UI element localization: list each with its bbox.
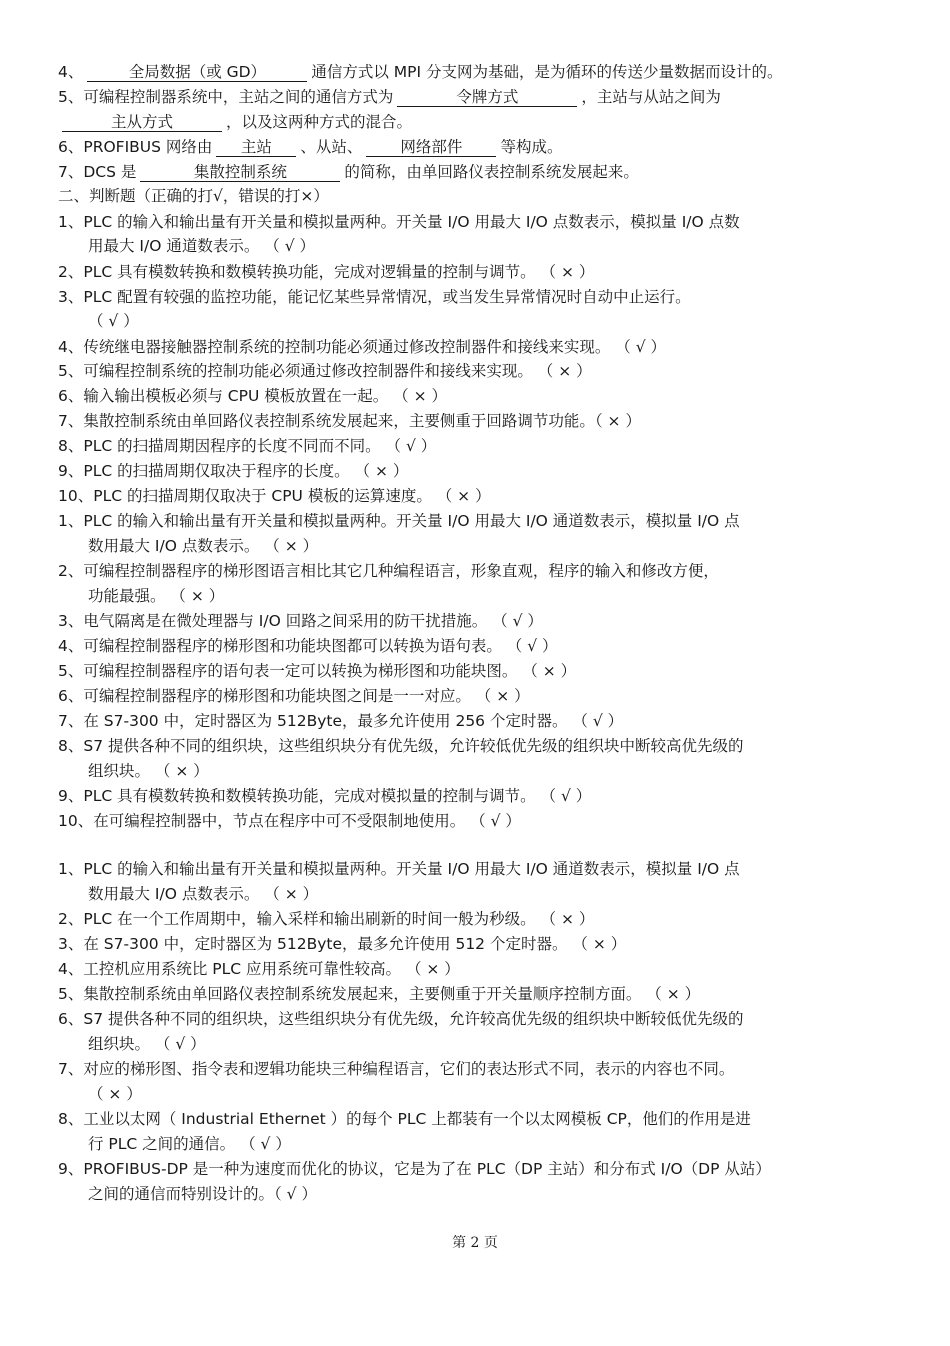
question-line: 4、传统继电器接触器控制系统的控制功能必须通过修改控制器件和接线来实现。 （ √ ） [58, 338, 667, 356]
fill-q5: 5、可编程控制器系统中，主站之间的通信方式为 令牌方式 ，主站与从站之间为 [58, 88, 721, 106]
fill-q5-cont: 主从方式 ，以及这两种方式的混合。 [58, 112, 910, 132]
blank-answer: 主从方式 [62, 113, 222, 132]
question-line: 数用最大 I/O 点数表示。 （ × ） [88, 537, 319, 555]
blank-answer: 令牌方式 [397, 88, 577, 107]
blank-answer: 网络部件 [366, 138, 496, 157]
fill-q4: 4、 全局数据（或 GD） 通信方式以 MPI 分支网为基础，是为循环的传送少量数据而设计的。 [58, 63, 783, 81]
question-line: 8、PLC 的扫描周期因程序的长度不同而不同。 （ √ ） [58, 437, 437, 455]
question-line: 6、S7 提供各种不同的组织块，这些组织块分有优先级，允许较高优先级的组织块中断较低优先级的 [58, 1010, 744, 1028]
question-line: 行 PLC 之间的通信。 （ √ ） [88, 1135, 291, 1153]
question-line: 5、可编程控制系统的控制功能必须通过修改控制器件和接线来实现。 （ × ） [58, 362, 592, 380]
question-line: 3、电气隔离是在微处理器与 I/O 回路之间采用的防干扰措施。 （ √ ） [58, 612, 543, 630]
question-line: 7、在 S7-300 中，定时器区为 512Byte，最多允许使用 256 个定时器。 （ √ ） [58, 712, 624, 730]
question-line: 9、PLC 的扫描周期仅取决于程序的长度。 （ × ） [58, 462, 409, 480]
question-line: 1、PLC 的输入和输出量有开关量和模拟量两种。开关量 I/O 用最大 I/O 点数表示，模拟量 I/O 点数 [58, 213, 740, 231]
page-number: 第 2 页 [452, 1235, 498, 1251]
blank-answer: 主站 [216, 138, 296, 157]
fill-q6: 6、PROFIBUS 网络由 主站 、从站、 网络部件 等构成。 [58, 138, 563, 156]
question-line: 组织块。 （ × ） [88, 762, 209, 780]
question-line: 数用最大 I/O 点数表示。 （ × ） [88, 885, 319, 903]
question-line: 4、工控机应用系统比 PLC 应用系统可靠性较高。 （ × ） [58, 960, 460, 978]
question-line: 7、对应的梯形图、指令表和逻辑功能块三种编程语言，它们的表达形式不同，表示的内容也不同。 [58, 1060, 735, 1078]
question-line: 8、S7 提供各种不同的组织块，这些组织块分有优先级，允许较低优先级的组织块中断较高优先级的 [58, 737, 744, 755]
question-line: 5、可编程控制器程序的语句表一定可以转换为梯形图和功能块图。 （ × ） [58, 662, 577, 680]
question-line: 2、PLC 在一个工作周期中，输入采样和输出刷新的时间一般为秒级。 （ × ） [58, 910, 595, 928]
question-line: 之间的通信而特别设计的。（ √ ） [88, 1185, 317, 1203]
question-line: 5、集散控制系统由单回路仪表控制系统发展起来，主要侧重于开关量顺序控制方面。 （ × ） [58, 985, 701, 1003]
question-line: 功能最强。 （ × ） [88, 587, 225, 605]
question-line: 3、在 S7-300 中，定时器区为 512Byte，最多允许使用 512 个定时器。 （ × ） [58, 935, 627, 953]
question-line: 7、集散控制系统由单回路仪表控制系统发展起来，主要侧重于回路调节功能。（ × ） [58, 412, 641, 430]
section-title: 二、判断题（正确的打√，错误的打×） [58, 187, 329, 205]
question-line: 2、PLC 具有模数转换和数模转换功能，完成对逻辑量的控制与调节。 （ × ） [58, 263, 595, 281]
question-line: （ √ ） [88, 312, 139, 330]
question-line: 9、PROFIBUS-DP 是一种为速度而优化的协议，它是为了在 PLC（DP 主站）和分布式 I/O（DP 从站） [58, 1160, 771, 1178]
question-line: 3、PLC 配置有较强的监控功能，能记忆某些异常情况，或当发生异常情况时自动中止运行。 [58, 288, 691, 306]
question-line: 10、PLC 的扫描周期仅取决于 CPU 模板的运算速度。 （ × ） [58, 487, 491, 505]
question-line: 9、PLC 具有模数转换和数模转换功能，完成对模拟量的控制与调节。 （ √ ） [58, 787, 592, 805]
question-line: 4、可编程控制器程序的梯形图和功能块图都可以转换为语句表。 （ √ ） [58, 637, 558, 655]
question-line: 用最大 I/O 通道数表示。 （ √ ） [88, 237, 316, 255]
blank-answer: 全局数据（或 GD） [87, 63, 307, 82]
fill-q7: 7、DCS 是 集散控制系统 的简称，由单回路仪表控制系统发展起来。 [58, 163, 639, 181]
blank-answer: 集散控制系统 [140, 163, 340, 182]
question-line: 6、输入输出模板必须与 CPU 模板放置在一起。 （ × ） [58, 387, 448, 405]
question-line: （ × ） [88, 1085, 142, 1103]
question-line: 1、PLC 的输入和输出量有开关量和模拟量两种。开关量 I/O 用最大 I/O 通道数表示，模拟量 I/O 点 [58, 860, 740, 878]
question-line: 10、在可编程控制器中，节点在程序中可不受限制地使用。 （ √ ） [58, 812, 521, 830]
question-line: 1、PLC 的输入和输出量有开关量和模拟量两种。开关量 I/O 用最大 I/O 通道数表示，模拟量 I/O 点 [58, 512, 740, 530]
question-line: 8、工业以太网（ Industrial Ethernet ）的每个 PLC 上都装有一个以太网模板 CP，他们的作用是进 [58, 1110, 751, 1128]
question-line: 2、可编程控制器程序的梯形图语言相比其它几种编程语言，形象直观，程序的输入和修改方便， [58, 562, 719, 580]
question-line: 组织块。 （ √ ） [88, 1035, 206, 1053]
question-line: 6、可编程控制器程序的梯形图和功能块图之间是一一对应。 （ × ） [58, 687, 530, 705]
